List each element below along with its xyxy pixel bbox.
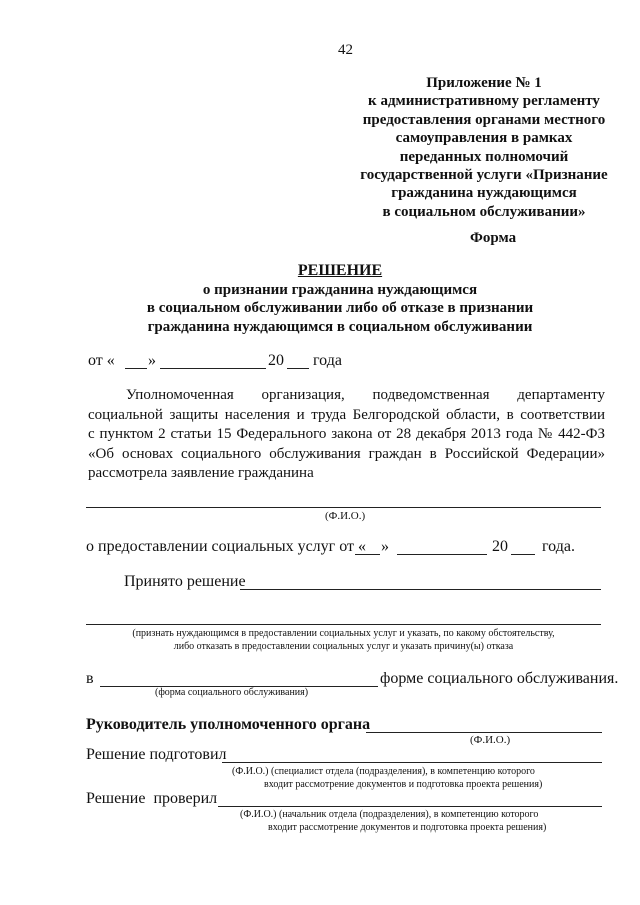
- head-of-org-label: Руководитель уполномоченного органа: [86, 716, 371, 733]
- date-year-prefix: 20: [268, 352, 284, 369]
- date-year-suffix: года: [313, 352, 342, 369]
- year-blank[interactable]: [287, 368, 309, 369]
- body-line: «Об основах социального обслуживания граждан в Российской Федерации»: [88, 445, 605, 462]
- appendix-line: к административному регламенту: [368, 93, 600, 110]
- title-line: о признании гражданина нуждающимся: [202, 281, 478, 298]
- checked-caption: [240, 808, 546, 834]
- head-of-org-caption: (Ф.И.О.): [470, 734, 511, 746]
- form-label: Форма: [470, 230, 517, 246]
- decision-label: Принято решение: [124, 573, 246, 590]
- form-line-suffix: форме социального обслуживания.: [380, 670, 619, 687]
- services-line-text: о предоставлении социальных услуг от «: [86, 538, 366, 555]
- date-from-label: от «: [88, 352, 115, 369]
- services-year-blank[interactable]: [511, 554, 535, 555]
- form-line-caption: (форма социального обслуживания): [155, 687, 309, 698]
- title-line: в социальном обслуживании либо об отказе в признании: [146, 300, 534, 316]
- applicant-name-blank[interactable]: [86, 507, 601, 508]
- services-day-blank[interactable]: [355, 554, 380, 555]
- appendix-line: предоставления органами местного: [362, 111, 606, 128]
- date-close-quote: »: [148, 352, 156, 369]
- prepared-caption-line: (Ф.И.О.) (специалист отдела (подразделения), в компетенцию которого: [232, 766, 535, 777]
- decision-caption: [86, 627, 601, 653]
- appendix-line: в социальном обслуживании»: [382, 203, 586, 220]
- appendix-line: государственной услуги «Признание: [360, 167, 608, 184]
- day-blank[interactable]: [125, 368, 147, 369]
- services-year-prefix: 20: [492, 538, 508, 555]
- services-year-suffix: года.: [542, 538, 575, 555]
- appendix-line: самоуправления в рамках: [395, 130, 573, 147]
- body-line: с пунктом 2 статьи 15 Федерального закона от 28 декабря 2013 года № 442-ФЗ: [88, 426, 605, 442]
- body-line: рассмотрела заявление гражданина: [88, 465, 314, 481]
- checked-label: Решение проверил: [86, 790, 218, 807]
- title-main: РЕШЕНИЕ: [297, 262, 383, 279]
- head-of-org-blank[interactable]: [366, 732, 602, 733]
- decision-caption-line: (признать нуждающимся в предоставлении социальных услуг и указать, по какому обстоятельству,: [132, 628, 555, 639]
- checked-caption-line: (Ф.И.О.) (начальник отдела (подразделения), в компетенцию которого: [240, 809, 539, 820]
- fio-caption: (Ф.И.О.): [325, 510, 366, 522]
- checked-caption-line: входит рассмотрение документов и подготовка проекта решения): [268, 822, 547, 833]
- services-month-blank[interactable]: [397, 554, 487, 555]
- appendix-line: гражданина нуждающимся: [391, 185, 577, 202]
- title-line: гражданина нуждающимся в социальном обслуживании: [147, 318, 533, 335]
- checked-blank[interactable]: [218, 806, 602, 807]
- decision-caption-line: либо отказать в предоставлении социальных услуг и указать причину(ы) отказа: [173, 641, 514, 652]
- prepared-caption: [232, 765, 542, 791]
- body-line: социальной защиты населения и труда Белгородской области, в соответствии: [88, 406, 605, 423]
- body-line: Уполномоченная организация, подведомственная департаменту: [126, 387, 605, 403]
- prepared-label: Решение подготовил: [86, 746, 227, 763]
- prepared-caption-line: входит рассмотрение документов и подготовка проекта решения): [264, 779, 543, 790]
- body-paragraph: [88, 386, 605, 484]
- appendix-line: Приложение № 1: [426, 75, 542, 91]
- form-line-prefix: в: [86, 670, 94, 687]
- page-number: 42: [338, 42, 353, 58]
- appendix-line: переданных полномочий: [399, 148, 569, 165]
- month-blank[interactable]: [160, 368, 266, 369]
- appendix-block: [354, 74, 614, 221]
- decision-blank-2[interactable]: [86, 624, 601, 625]
- document-title: [140, 262, 540, 336]
- services-close-quote: »: [381, 538, 389, 555]
- prepared-blank[interactable]: [222, 762, 602, 763]
- decision-blank[interactable]: [240, 589, 601, 590]
